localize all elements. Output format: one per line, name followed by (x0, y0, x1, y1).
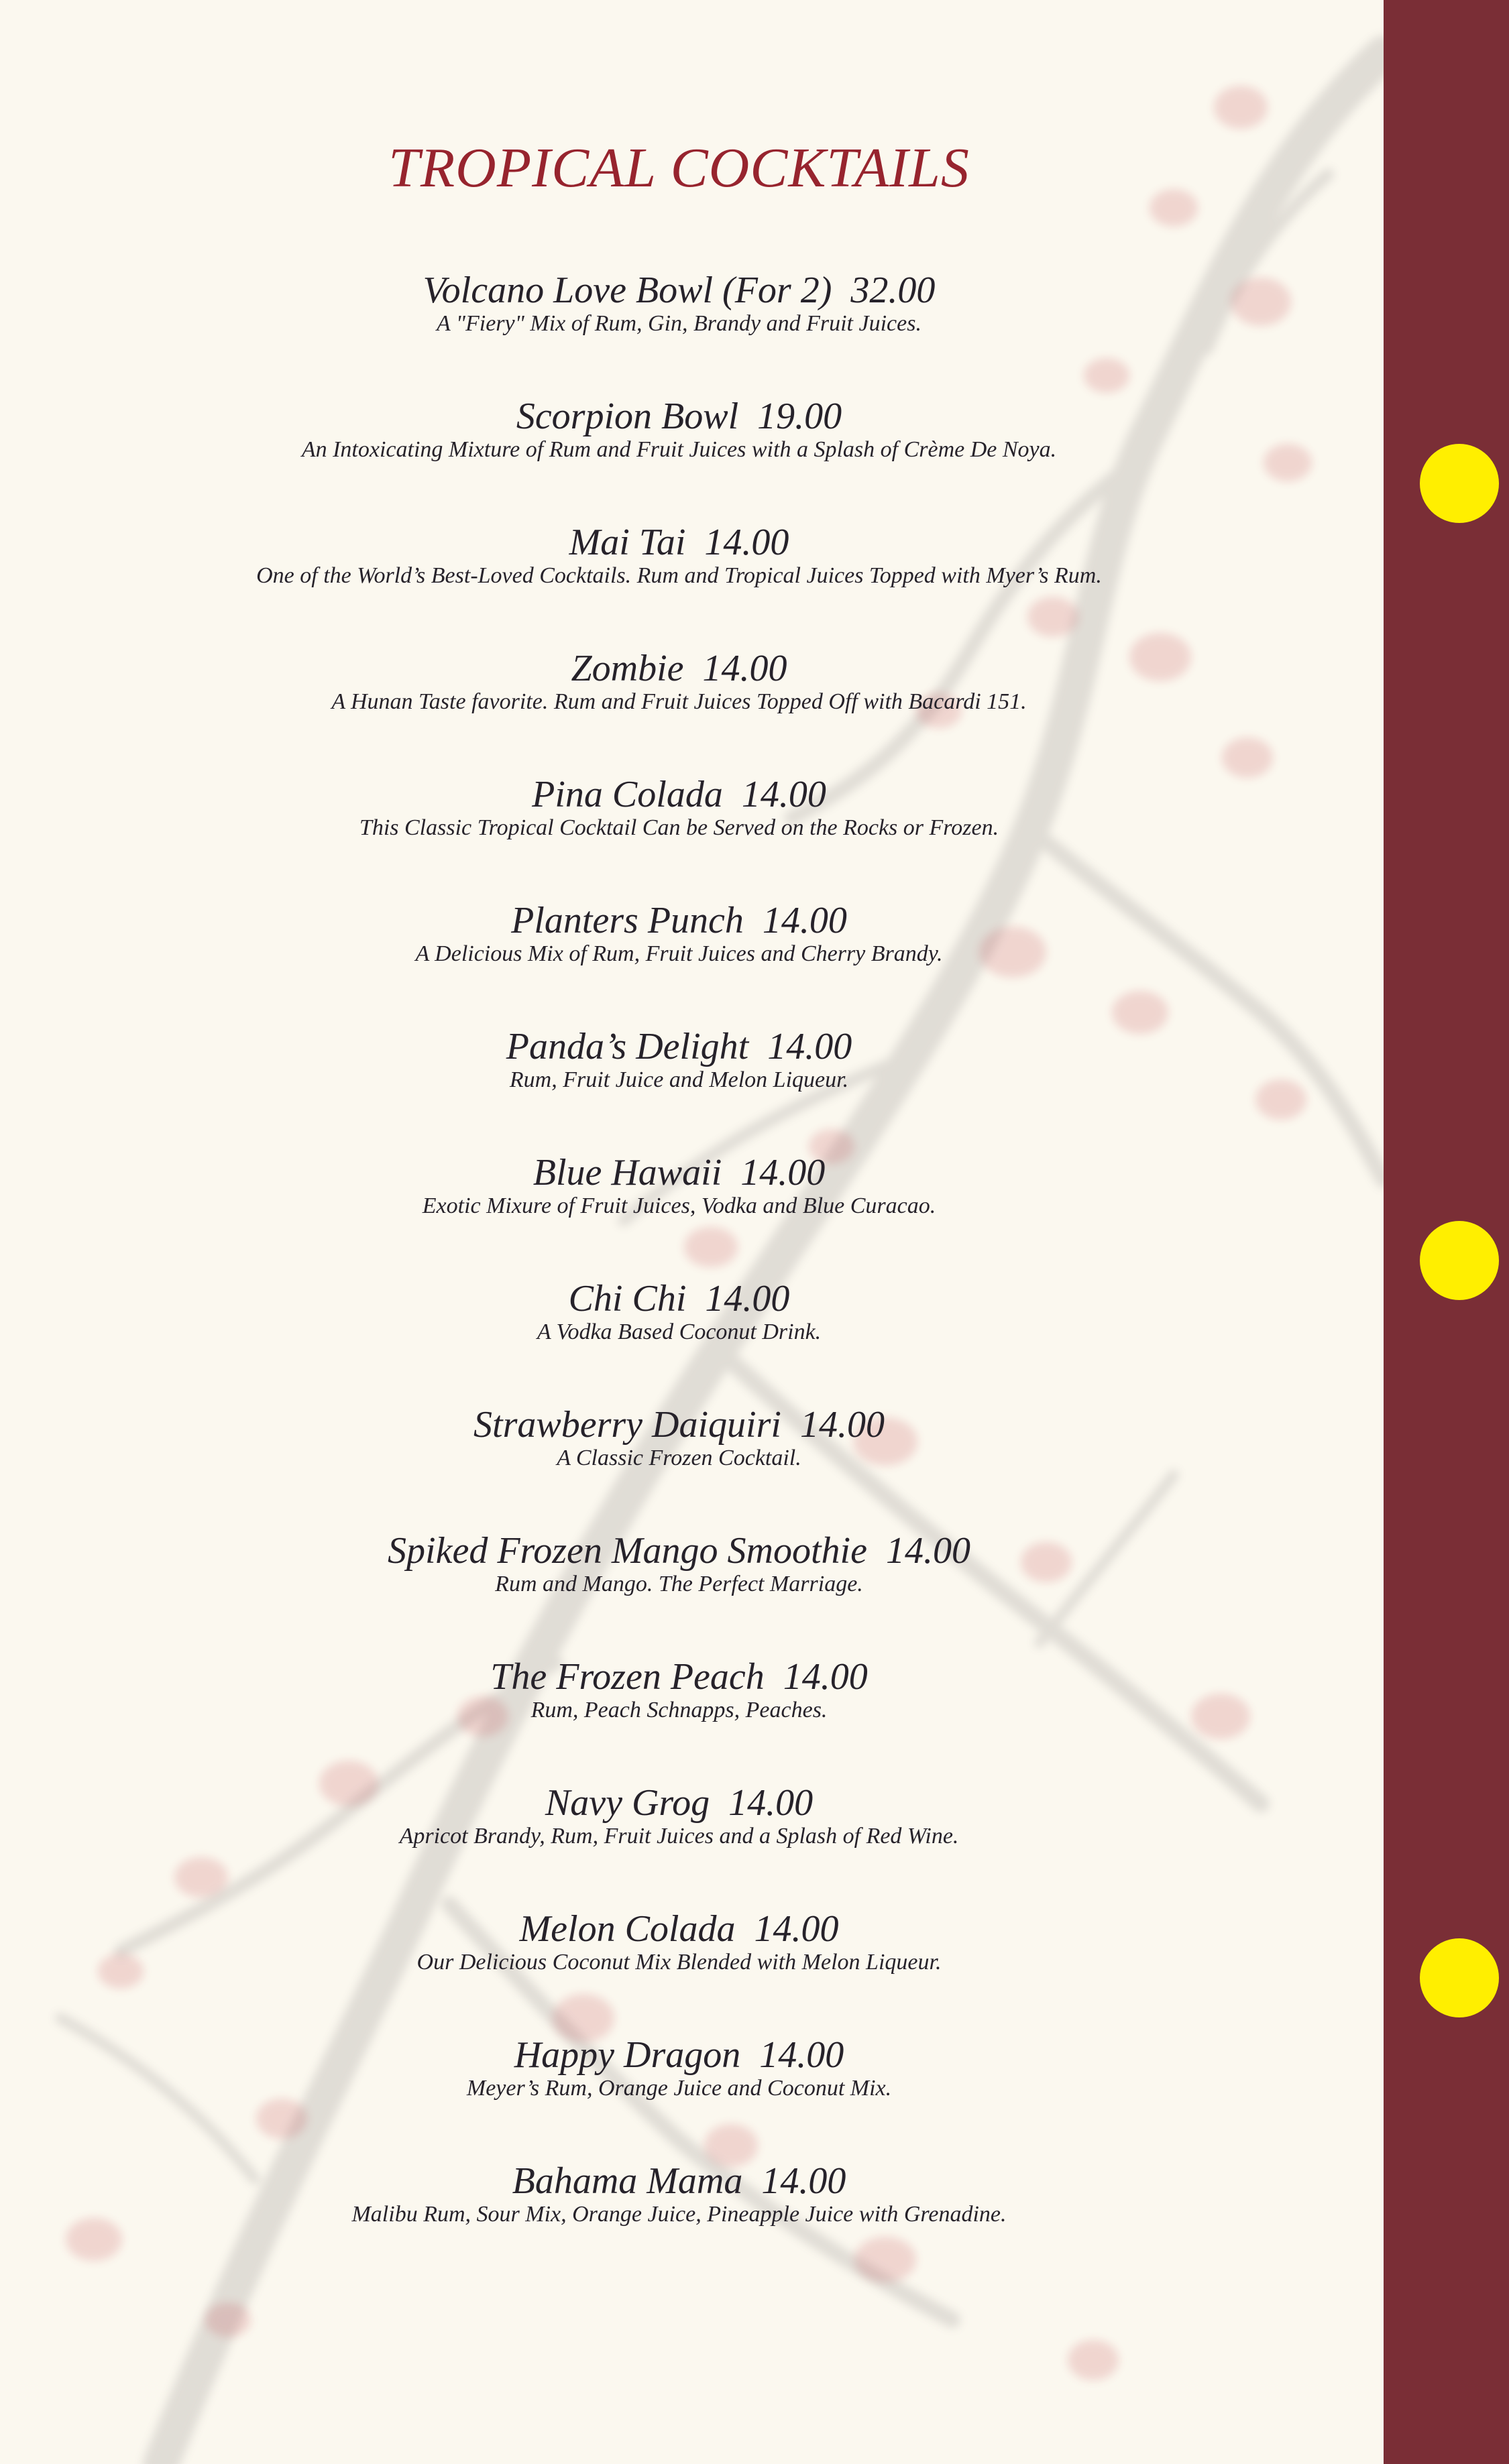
item-name: Scorpion Bowl (516, 396, 739, 437)
menu-item (0, 901, 1358, 1027)
item-description: One of the World’s Best-Loved Cocktails. Rum and Tropical Juices Topped with Myer’s Rum. (256, 563, 1102, 588)
item-price: 19.00 (757, 396, 842, 437)
item-heading (0, 901, 1358, 941)
item-price: 14.00 (799, 1404, 885, 1446)
item-price: 14.00 (704, 522, 789, 563)
item-description: A Classic Frozen Cocktail. (557, 1445, 801, 1470)
item-name: Strawberry Daiquiri (473, 1404, 781, 1446)
cocktail-list (0, 271, 1358, 2288)
menu-item (0, 1910, 1358, 2036)
item-heading (0, 523, 1358, 563)
item-heading (0, 1279, 1358, 1319)
item-description: This Classic Tropical Cocktail Can be Served on the Rocks or Frozen. (359, 815, 999, 840)
item-name: Navy Grog (545, 1782, 710, 1824)
menu-item (0, 2162, 1358, 2288)
item-price: 14.00 (705, 1278, 790, 1319)
menu-item (0, 2036, 1358, 2162)
menu-item (0, 649, 1358, 775)
item-name: Mai Tai (569, 522, 686, 563)
menu-item (0, 397, 1358, 523)
item-heading (0, 271, 1358, 310)
item-price: 14.00 (762, 900, 847, 941)
menu-item (0, 1531, 1358, 1657)
binder-hole-icon (1420, 1221, 1499, 1300)
menu-item (0, 1405, 1358, 1531)
item-description: Malibu Rum, Sour Mix, Orange Juice, Pineapple Juice with Grenadine. (351, 2201, 1007, 2227)
item-heading (0, 1531, 1358, 1571)
item-price: 14.00 (728, 1782, 814, 1824)
item-description: Rum and Mango. The Perfect Marriage. (495, 1571, 863, 1596)
item-name: Chi Chi (568, 1278, 687, 1319)
item-price: 14.00 (702, 648, 787, 689)
item-description: A Delicious Mix of Rum, Fruit Juices and Cherry Brandy. (415, 941, 943, 966)
item-heading (0, 1153, 1358, 1193)
item-name: Happy Dragon (514, 2034, 741, 2076)
item-heading (0, 2162, 1358, 2201)
binder-hole-icon (1420, 444, 1499, 523)
item-name: Blue Hawaii (533, 1152, 722, 1193)
item-name: Spiked Frozen Mango Smoothie (388, 1530, 867, 1572)
item-description: A Hunan Taste favorite. Rum and Fruit Juices Topped Off with Bacardi 151. (331, 689, 1027, 714)
menu-item (0, 523, 1358, 649)
item-heading (0, 397, 1358, 436)
item-description: Apricot Brandy, Rum, Fruit Juices and a Splash of Red Wine. (399, 1823, 959, 1849)
item-name: Pina Colada (532, 774, 723, 815)
item-name: Planters Punch (511, 900, 744, 941)
item-price: 14.00 (759, 2034, 844, 2076)
item-description: Rum, Fruit Juice and Melon Liqueur. (509, 1067, 849, 1092)
item-heading (0, 1657, 1358, 1697)
item-name: Volcano Love Bowl (For 2) (423, 270, 832, 311)
item-price: 14.00 (761, 2160, 846, 2202)
item-heading (0, 1027, 1358, 1067)
item-description: Rum, Peach Schnapps, Peaches. (530, 1697, 828, 1722)
item-heading (0, 775, 1358, 815)
item-name: Panda’s Delight (506, 1026, 749, 1067)
item-heading (0, 649, 1358, 689)
item-description: Meyer’s Rum, Orange Juice and Coconut Mix. (466, 2075, 892, 2101)
menu-item (0, 1783, 1358, 1910)
menu-item (0, 1279, 1358, 1405)
binder-hole-icon (1420, 1938, 1499, 2017)
menu-item (0, 1027, 1358, 1153)
menu-item (0, 775, 1358, 901)
item-heading (0, 1910, 1358, 1949)
item-heading (0, 2036, 1358, 2075)
item-name: Melon Colada (519, 1908, 736, 1950)
item-price: 14.00 (741, 774, 826, 815)
item-name: Zombie (571, 648, 684, 689)
item-price: 14.00 (767, 1026, 852, 1067)
menu-item (0, 271, 1358, 397)
item-price: 14.00 (740, 1152, 826, 1193)
item-price: 14.00 (754, 1908, 839, 1950)
item-heading (0, 1783, 1358, 1823)
item-name: The Frozen Peach (490, 1656, 765, 1698)
page-title: TROPICAL COCKTAILS (388, 137, 970, 199)
item-price: 32.00 (850, 270, 936, 311)
item-price: 14.00 (885, 1530, 970, 1572)
menu-item (0, 1153, 1358, 1279)
item-description: A Vodka Based Coconut Drink. (537, 1319, 822, 1344)
item-name: Bahama Mama (512, 2160, 743, 2202)
item-description: An Intoxicating Mixture of Rum and Fruit Juices with a Splash of Crème De Noya. (301, 436, 1057, 462)
item-description: Exotic Mixure of Fruit Juices, Vodka and Blue Curacao. (422, 1193, 936, 1218)
item-description: Our Delicious Coconut Mix Blended with Melon Liqueur. (416, 1949, 942, 1975)
item-description: A "Fiery" Mix of Rum, Gin, Brandy and Fruit Juices. (437, 310, 921, 336)
item-heading (0, 1405, 1358, 1445)
menu-item (0, 1657, 1358, 1783)
item-price: 14.00 (783, 1656, 868, 1698)
